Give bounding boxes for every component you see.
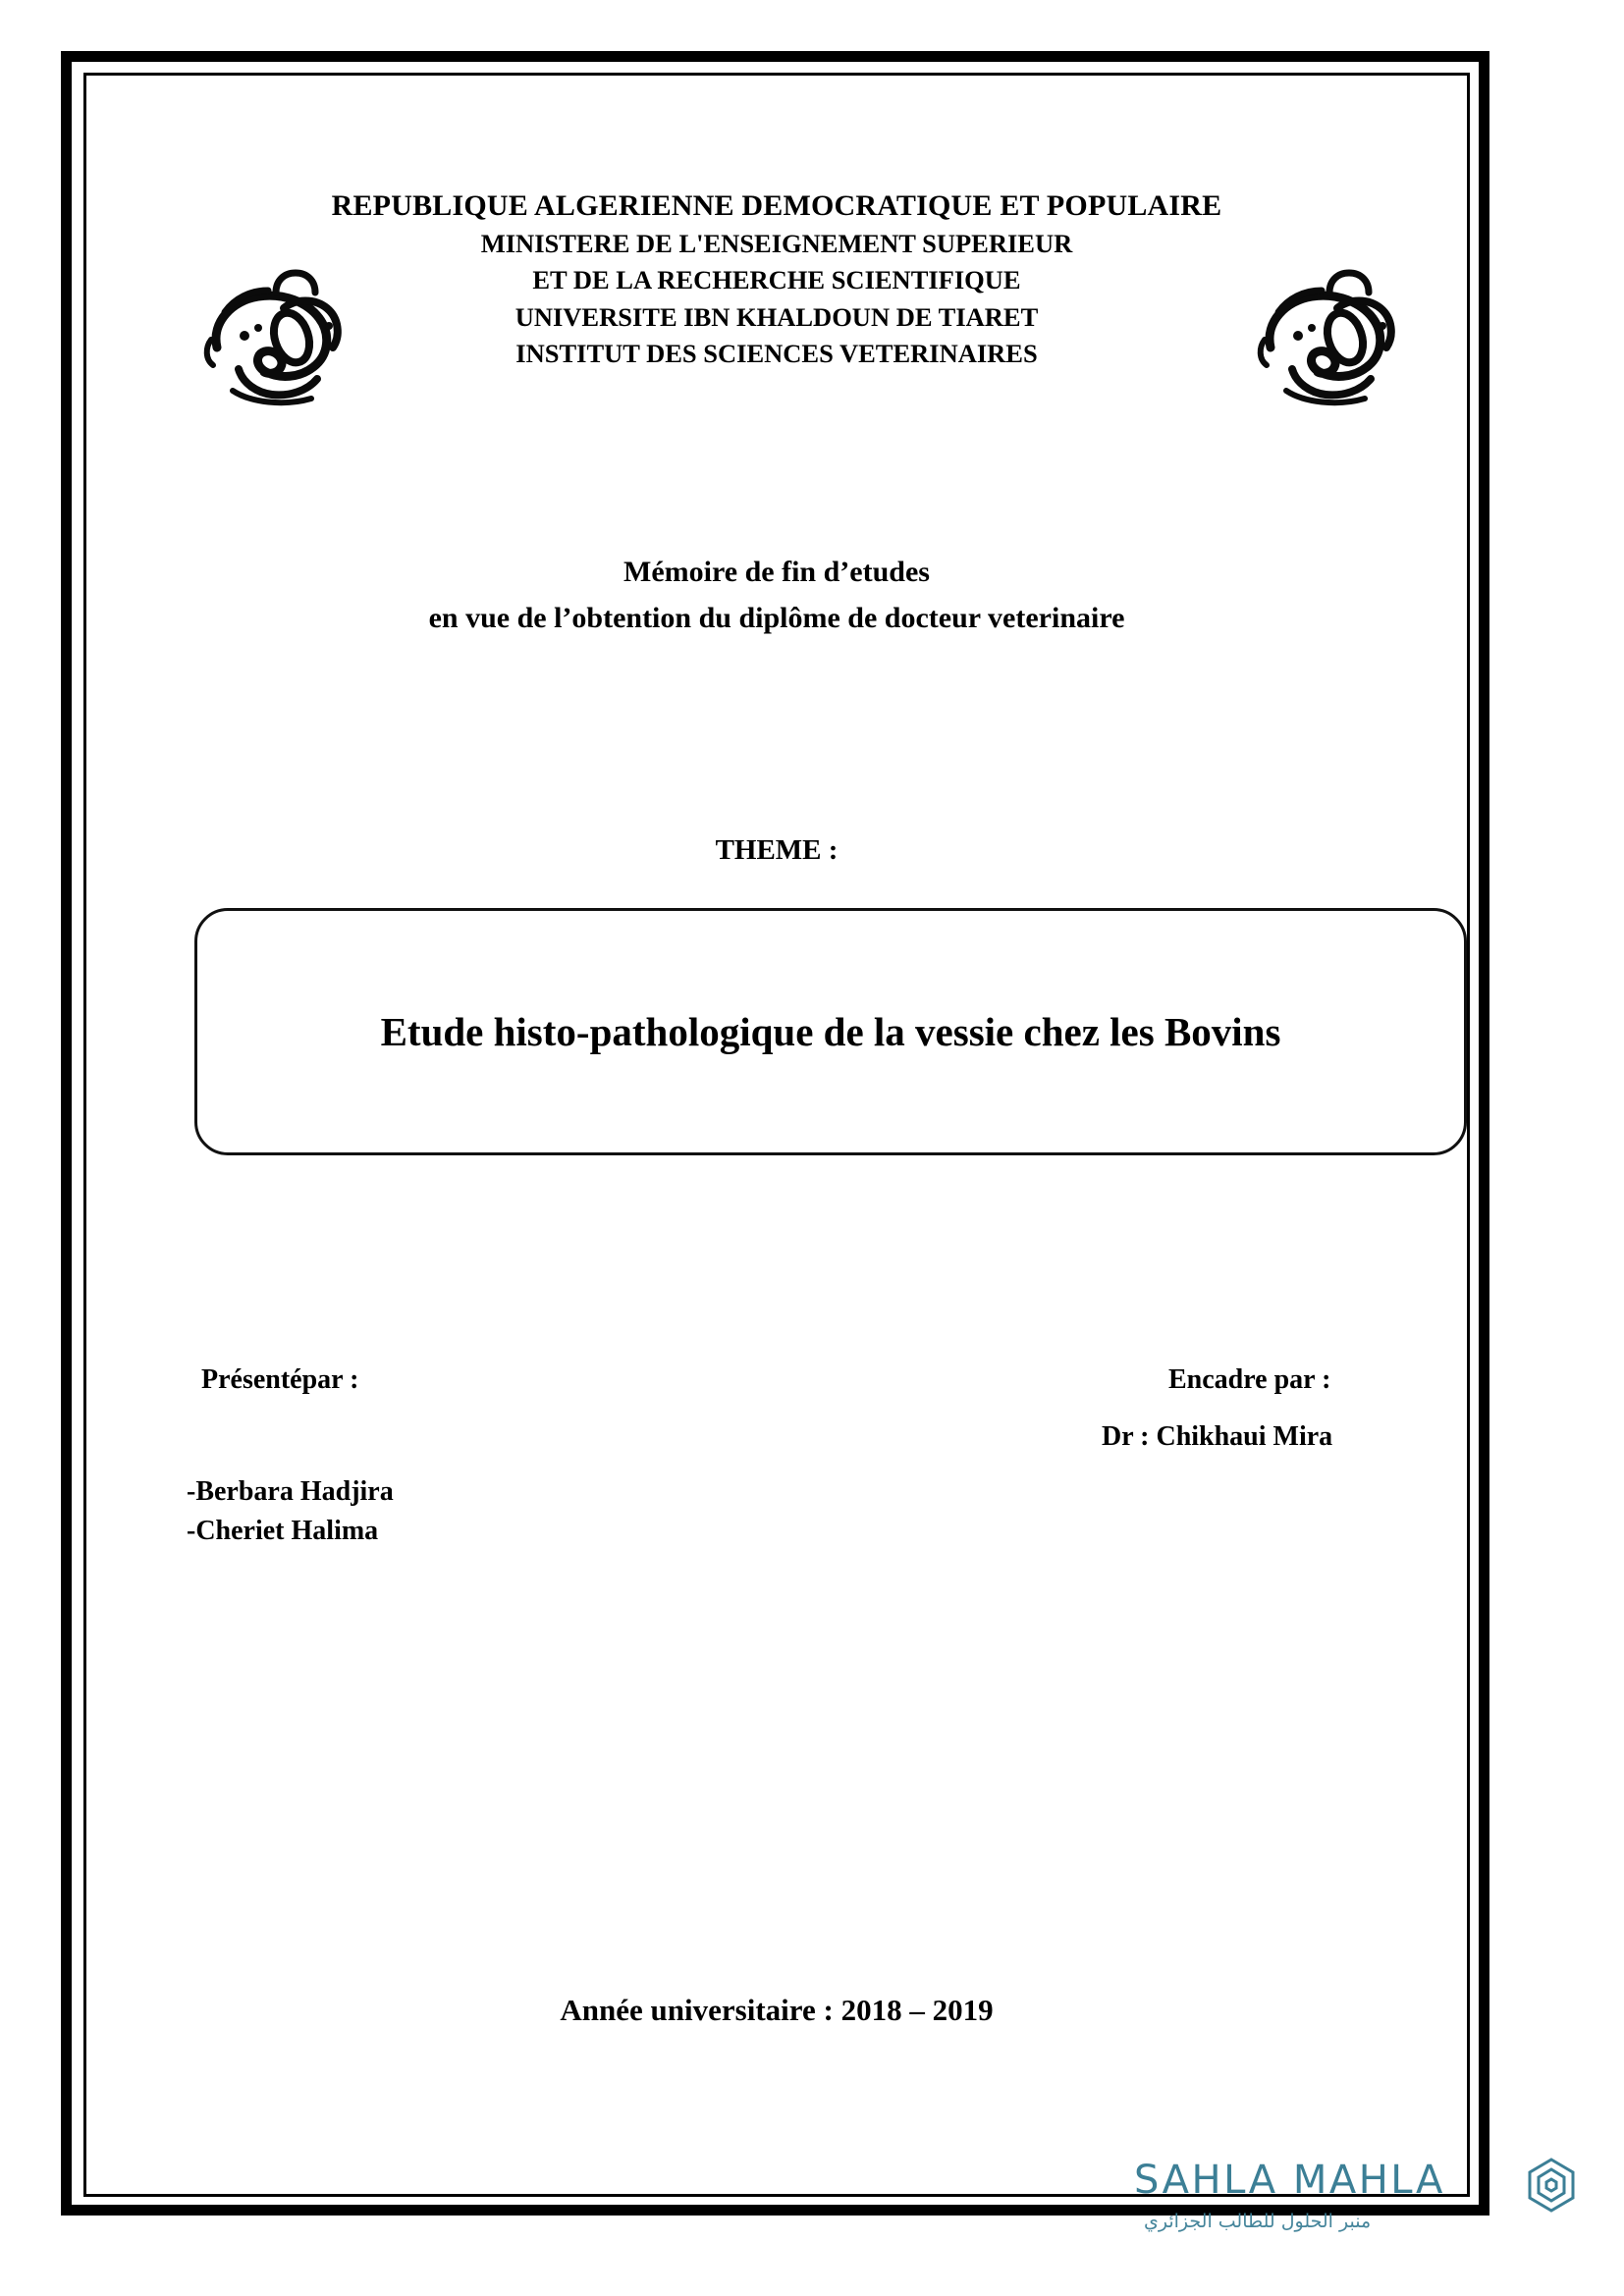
header-line-institute: INSTITUT DES SCIENCES VETERINAIRES [515,339,1038,369]
watermark-title: SAHLA MAHLA [1134,2158,1445,2203]
thesis-statement-line2: en vue de l’obtention du diplôme de docteur veterinaire [428,601,1125,634]
authors-label: Présentépar : [201,1364,359,1395]
header-line-research: ET DE LA RECHERCHE SCIENTIFIQUE [532,265,1021,295]
header-line-university: UNIVERSITE IBN KHALDOUN DE TIARET [514,301,1039,332]
watermark-logo-icon [1522,2156,1581,2223]
theme-box [194,908,1467,1155]
university-emblem-right-icon [1235,253,1432,415]
thesis-statement [83,550,1470,641]
watermark-subtitle: منبر الحلول للطالب الجزائري [1144,2211,1372,2232]
university-emblem-left-icon [182,253,378,415]
author-name-2: -Cheriet Halima [187,1515,379,1546]
supervisor-label: Encadre par : [1168,1364,1331,1395]
watermark [1134,2150,1596,2263]
page-title: Etude histo-pathologique de la vessie chez les Bovins [380,1008,1281,1054]
header-line-republic: REPUBLIQUE ALGERIENNE DEMOCRATIQUE ET POPULAIRE [331,189,1222,222]
supervisor-name: Dr : Chikhaui Mira [1102,1421,1333,1452]
academic-year: Année universitaire : 2018 – 2019 [560,1993,994,2027]
header-line-ministry: MINISTERE DE L'ENSEIGNEMENT SUPERIEUR [480,228,1073,258]
authors-list [187,1472,394,1551]
thesis-statement-line1: Mémoire de fin d’etudes [623,556,930,588]
theme-label: THEME : [715,834,839,866]
author-name-1: -Berbara Hadjira [187,1476,394,1507]
